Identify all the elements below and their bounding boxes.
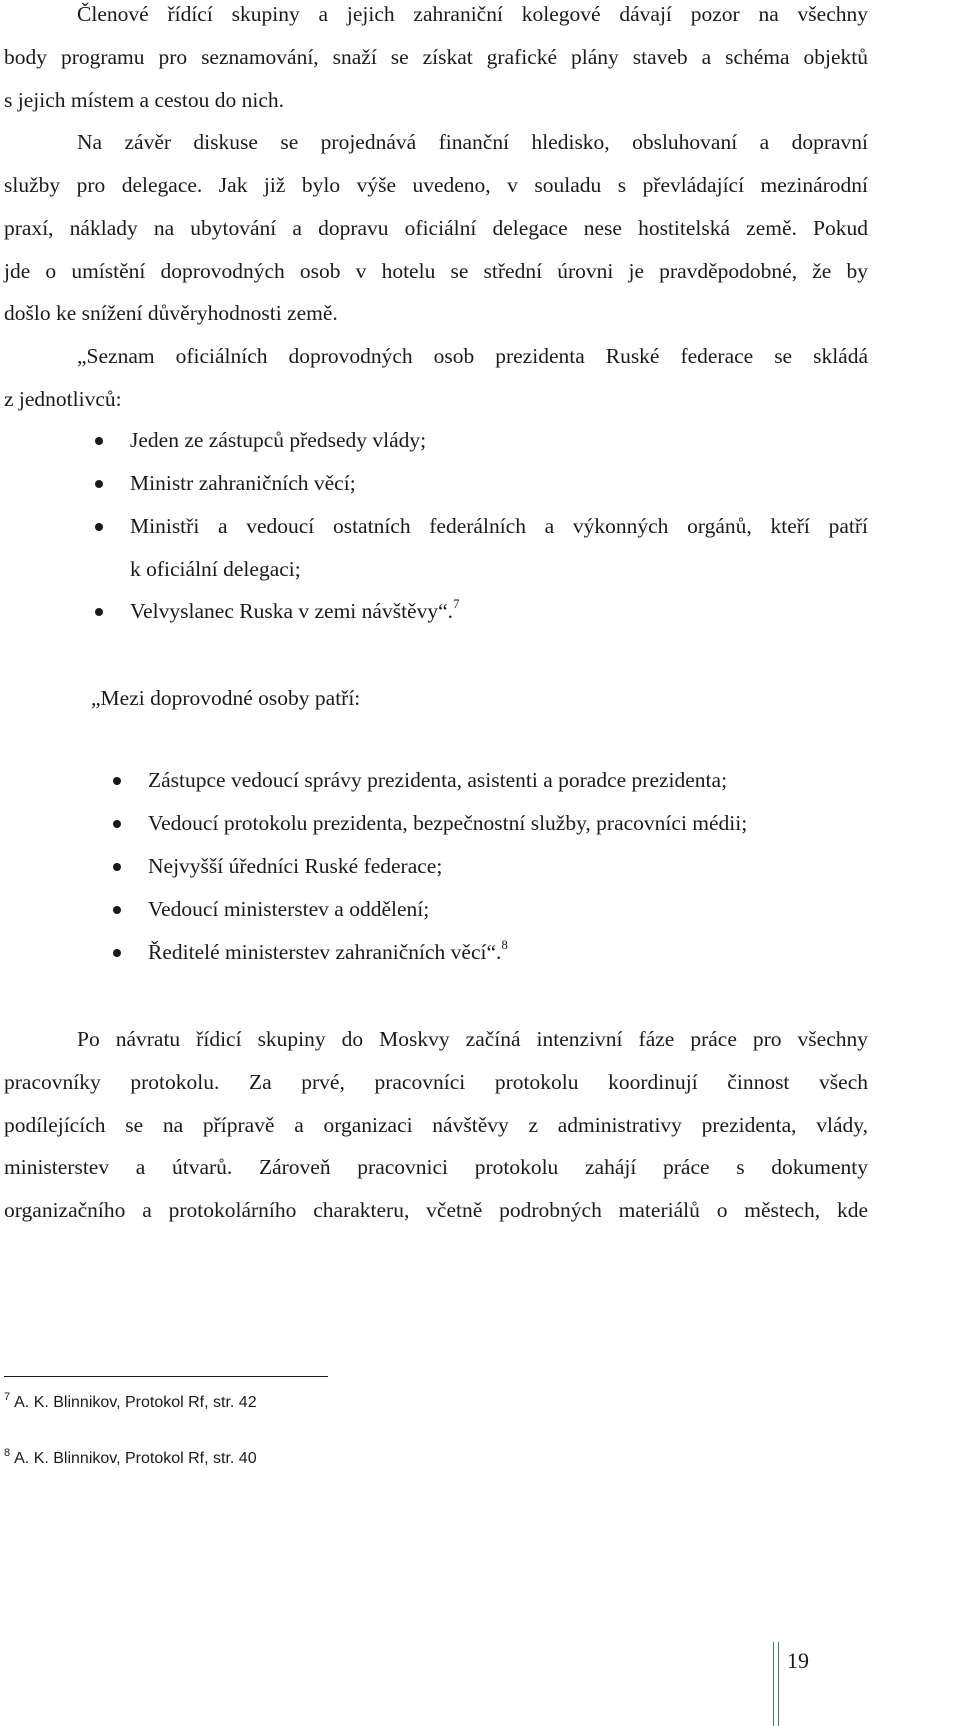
- list-bullet: [113, 777, 121, 785]
- list-item-continuation: k oficiální delegaci;: [130, 557, 301, 581]
- paragraph-1-line-1: Členové řídící skupiny a jejich zahraniční kolegové dávají pozor na všechny: [77, 2, 868, 26]
- paragraph-4-line-3: podílejících se na přípravě a organizaci návštěvy z administrativy prezidenta, vlády,: [4, 1113, 868, 1137]
- footnote: [4, 1391, 257, 1412]
- list-bullet: [95, 480, 103, 488]
- list-item: Ministři a vedoucí ostatních federálních a výkonných orgánů, kteří patří: [130, 514, 868, 538]
- list-item: Ministr zahraničních věcí;: [130, 471, 356, 495]
- list-item-text: Velvyslanec Ruska v zemi návštěvy“.: [130, 599, 454, 623]
- list-bullet: [95, 437, 103, 445]
- page-number-bar: [773, 1642, 779, 1726]
- footnote-ref[interactable]: 8: [501, 937, 508, 952]
- list-item: Nejvyšší úředníci Ruské federace;: [148, 854, 443, 878]
- paragraph-3-line-2: z jednotlivců:: [4, 387, 122, 411]
- footnote-text: A. K. Blinnikov, Protokol Rf, str. 42: [14, 1394, 257, 1411]
- paragraph-3-line-1: „Seznam oficiálních doprovodných osob prezidenta Ruské federace se skládá: [77, 344, 868, 368]
- list-item: [148, 937, 508, 964]
- footnote-text: A. K. Blinnikov, Protokol Rf, str. 40: [14, 1450, 257, 1467]
- footnote-number: 8: [4, 1447, 11, 1459]
- footnote-number: 7: [4, 1391, 11, 1403]
- footnote-separator: [4, 1376, 328, 1377]
- list-item: Jeden ze zástupců předsedy vlády;: [130, 428, 427, 452]
- page-number: 19: [787, 1648, 809, 1673]
- paragraph-2-line-2: služby pro delegace. Jak již bylo výše uvedeno, v souladu s převládající mezinárodní: [4, 173, 868, 197]
- paragraph-4-line-4: ministerstev a útvarů. Zároveň pracovnici protokolu zahájí práce s dokumenty: [4, 1155, 868, 1179]
- paragraph-2-line-4: jde o umístění doprovodných osob v hotelu se střední úrovni je pravděpodobné, že by: [4, 259, 868, 283]
- list-bullet: [113, 863, 121, 871]
- paragraph-4-line-5: organizačního a protokolárního charakteru, včetně podrobných materiálů o městech, kde: [4, 1198, 868, 1222]
- list-intro: „Mezi doprovodné osoby patří:: [91, 686, 361, 710]
- paragraph-1-line-2: body programu pro seznamování, snaží se získat grafické plány staveb a schéma objektů: [4, 45, 868, 69]
- list-item-text: Ředitelé ministerstev zahraničních věcí“.: [148, 940, 502, 964]
- footnote: [4, 1447, 257, 1468]
- list-item: Zástupce vedoucí správy prezidenta, asistenti a poradce prezidenta;: [148, 768, 728, 792]
- paragraph-1-line-3: s jejich místem a cestou do nich.: [4, 88, 285, 112]
- list-bullet: [113, 820, 121, 828]
- list-bullet: [95, 608, 103, 616]
- list-bullet: [113, 949, 121, 957]
- footnote-ref[interactable]: 7: [453, 596, 460, 611]
- list-item: Vedoucí protokolu prezidenta, bezpečnostní služby, pracovníci médii;: [148, 811, 748, 835]
- list-bullet: [113, 906, 121, 914]
- list-item: Vedoucí ministerstev a oddělení;: [148, 897, 430, 921]
- list-bullet: [95, 523, 103, 531]
- list-item: [130, 596, 460, 623]
- paragraph-4-line-2: pracovníky protokolu. Za prvé, pracovníci protokolu koordinují činnost všech: [4, 1070, 868, 1094]
- paragraph-2-line-1: Na závěr diskuse se projednává finanční hledisko, obsluhovaní a dopravní: [77, 130, 868, 154]
- paragraph-2-line-5: došlo ke snížení důvěryhodnosti země.: [4, 301, 338, 325]
- paragraph-2-line-3: praxí, náklady na ubytování a dopravu oficiální delegace nese hostitelská země. Pokud: [4, 216, 868, 240]
- paragraph-4-line-1: Po návratu řídicí skupiny do Moskvy začíná intenzivní fáze práce pro všechny: [77, 1027, 868, 1051]
